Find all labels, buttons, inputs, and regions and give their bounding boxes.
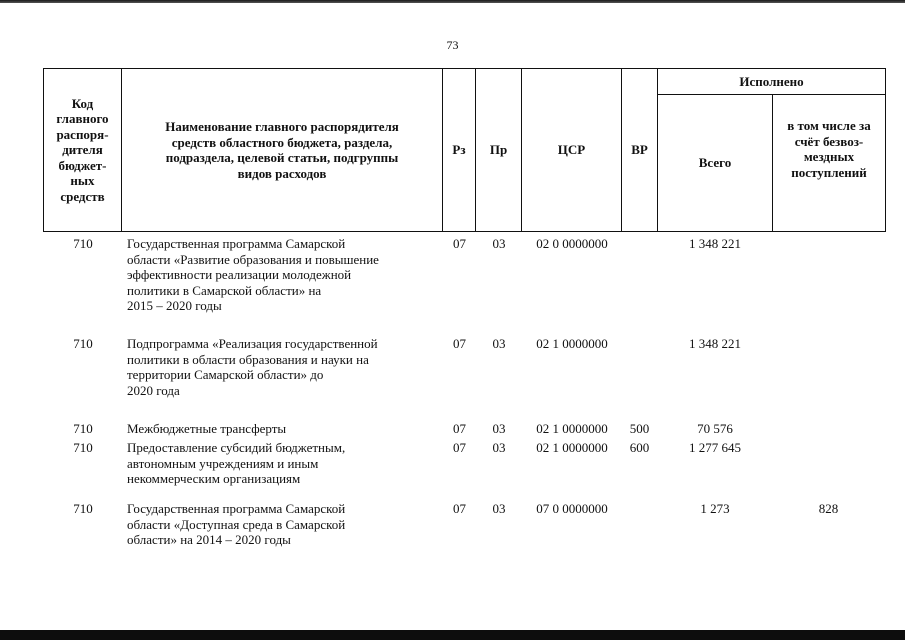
cell-total: 70 576 (697, 421, 733, 436)
cell-pr: 03 (492, 236, 506, 251)
header-code (44, 69, 121, 231)
cell-csr: 07 0 0000000 (536, 501, 608, 516)
header-vr (622, 69, 657, 231)
header-csr-label: ЦСР (557, 142, 586, 158)
table-header (43, 68, 886, 232)
header-code-label: Код главного распоря- дителя бюджет- ных средств (56, 95, 109, 204)
cell-code: 710 (73, 236, 93, 251)
cell-pr: 03 (492, 440, 506, 455)
header-total-label: Всего (698, 155, 732, 171)
cell-rz: 07 (453, 236, 466, 251)
cell-vr: 600 (629, 440, 650, 455)
cell-name: Межбюджетные трансферты (127, 421, 287, 436)
header-pr-label: Пр (489, 142, 508, 158)
cell-total: 1 277 645 (689, 440, 741, 455)
cell-name: Государственная программа Самарской области «Развитие образования и повышение эффективности реализации молодежной политики в Самарской области» на 2015 – 2020 годы (127, 236, 379, 313)
header-executed-label: Исполнено (739, 73, 804, 89)
cell-csr: 02 1 0000000 (536, 336, 608, 351)
header-vr-label: ВР (631, 142, 648, 158)
scan-edge-bottom (0, 630, 905, 640)
header-total (658, 95, 772, 231)
cell-rz: 07 (453, 421, 466, 436)
header-csr (522, 69, 621, 231)
header-incl-label: в том числе за счёт безвоз- мездных поступлений (787, 118, 871, 180)
cell-csr: 02 1 0000000 (536, 421, 608, 436)
header-incl (773, 95, 885, 231)
header-rz-label: Рз (452, 142, 466, 158)
cell-name: Предоставление субсидий бюджетным, автономным учреждениям и иным некоммерческим организациям (127, 440, 346, 486)
cell-code: 710 (73, 440, 93, 455)
header-executed (658, 69, 885, 94)
cell-rz: 07 (453, 501, 466, 516)
cell-pr: 03 (492, 336, 506, 351)
cell-csr: 02 1 0000000 (536, 440, 608, 455)
header-pr (476, 69, 521, 231)
cell-total: 1 348 221 (689, 236, 741, 251)
cell-pr: 03 (492, 421, 506, 436)
header-name (122, 69, 442, 231)
header-rz (443, 69, 475, 231)
cell-name: Государственная программа Самарской области «Доступная среда в Самарской области» на 2014 – 2020 годы (127, 501, 346, 547)
cell-vr: 500 (629, 421, 650, 436)
cell-total: 1 348 221 (689, 336, 741, 351)
header-name-label: Наименование главного распорядителя средств областного бюджета, раздела, подраздела, целевой статьи, подгруппы видов расходов (165, 119, 399, 181)
cell-name: Подпрограмма «Реализация государственной политики в области образования и науки на территории Самарской области» до 2020 года (127, 336, 378, 398)
cell-code: 710 (73, 421, 93, 436)
cell-rz: 07 (453, 440, 466, 455)
page-number: 73 (446, 38, 459, 52)
cell-total: 1 273 (700, 501, 730, 516)
cell-code: 710 (73, 501, 93, 516)
cell-pr: 03 (492, 501, 506, 516)
cell-csr: 02 0 0000000 (536, 236, 608, 251)
cell-incl: 828 (818, 501, 839, 516)
cell-rz: 07 (453, 336, 466, 351)
scan-edge-top (0, 0, 905, 3)
cell-code: 710 (73, 336, 93, 351)
